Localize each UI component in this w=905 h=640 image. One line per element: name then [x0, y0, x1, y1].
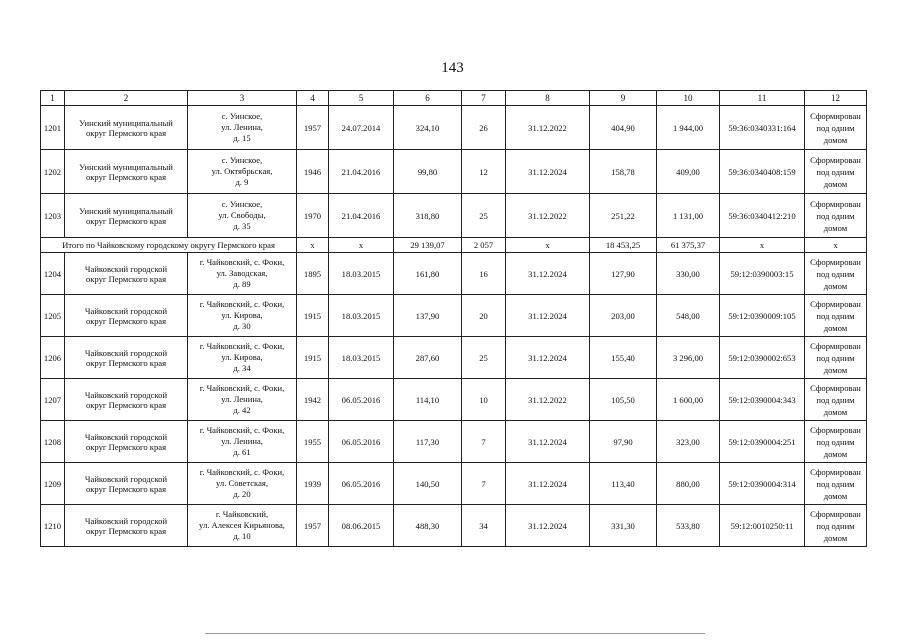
value-10: 533,80: [657, 505, 720, 547]
build-year: 1939: [297, 463, 329, 505]
cadastral-number: 59:12:0390003:15: [720, 253, 805, 295]
emergency-date: 24.07.2014: [329, 106, 394, 150]
land-status-line: под одним домом: [816, 268, 855, 291]
table-row: [41, 194, 867, 238]
relocation-deadline: 31.12.2024: [506, 505, 590, 547]
total-c6: 29 139,07: [394, 238, 462, 253]
table-row: [41, 337, 867, 379]
land-status-line: под одним домом: [816, 478, 855, 501]
relocation-deadline: 31.12.2024: [506, 463, 590, 505]
build-year: 1957: [297, 505, 329, 547]
column-number: 9: [590, 91, 657, 106]
area: 114,10: [394, 379, 462, 421]
address-line: д. 15: [233, 133, 251, 143]
address-line: д. 20: [233, 489, 251, 499]
emergency-date: 06.05.2016: [329, 421, 394, 463]
land-status-line: под одним домом: [816, 122, 855, 145]
land-status-line: Сформирован: [810, 340, 861, 351]
column-number: 2: [65, 91, 188, 106]
municipality: [65, 379, 188, 421]
municipality: [65, 150, 188, 194]
municipality-line: округ Пермского края: [85, 315, 167, 326]
land-status: [805, 295, 867, 337]
value-9: 105,50: [590, 379, 657, 421]
emergency-date: 06.05.2016: [329, 379, 394, 421]
residents: 7: [462, 463, 506, 505]
land-status: [805, 505, 867, 547]
total-row: [41, 238, 867, 253]
land-status-line: под одним домом: [816, 352, 855, 375]
column-number: 3: [188, 91, 297, 106]
row-number: 1204: [41, 253, 65, 295]
address-line: с. Уинское,: [221, 155, 263, 165]
table-row: [41, 379, 867, 421]
relocation-deadline: 31.12.2024: [506, 295, 590, 337]
cadastral-number: 59:12:0390004:314: [720, 463, 805, 505]
address-line: д. 61: [233, 447, 251, 457]
total-c11: x: [720, 238, 805, 253]
build-year: 1895: [297, 253, 329, 295]
address: [188, 337, 297, 379]
address-line: г. Чайковский, с. Фоки,: [199, 341, 285, 351]
land-status-line: под одним домом: [816, 210, 855, 233]
build-year: 1955: [297, 421, 329, 463]
emergency-date: 18.03.2015: [329, 253, 394, 295]
municipality-line: округ Пермского края: [85, 215, 167, 226]
relocation-deadline: 31.12.2024: [506, 253, 590, 295]
address-line: с. Уинское,: [221, 111, 263, 121]
column-number: 6: [394, 91, 462, 106]
address: [188, 194, 297, 238]
relocation-deadline: 31.12.2022: [506, 106, 590, 150]
address: [188, 295, 297, 337]
land-status-line: Сформирован: [810, 298, 861, 309]
address: [188, 463, 297, 505]
municipality: [65, 253, 188, 295]
municipality-line: Чайковский городской: [84, 431, 168, 442]
cadastral-number: 59:12:0010250:11: [720, 505, 805, 547]
municipality-line: округ Пермского края: [85, 483, 167, 494]
land-status: [805, 463, 867, 505]
land-status-line: Сформирован: [810, 256, 861, 267]
address-line: г. Чайковский, с. Фоки,: [199, 425, 285, 435]
municipality: [65, 463, 188, 505]
value-10: 1 944,00: [657, 106, 720, 150]
municipality-line: Чайковский городской: [84, 389, 168, 400]
land-status-line: Сформирован: [810, 110, 861, 121]
residents: 10: [462, 379, 506, 421]
address-line: ул. Алексея Кирьянова,: [199, 520, 285, 530]
value-10: 548,00: [657, 295, 720, 337]
address-line: д. 34: [233, 363, 251, 373]
area: 324,10: [394, 106, 462, 150]
value-9: 113,40: [590, 463, 657, 505]
value-9: 203,00: [590, 295, 657, 337]
build-year: 1970: [297, 194, 329, 238]
page-number: 143: [441, 60, 464, 76]
address-line: г. Чайковский, с. Фоки,: [199, 299, 285, 309]
area: 137,90: [394, 295, 462, 337]
municipality-line: Чайковский городской: [84, 515, 168, 526]
municipality-line: Чайковский городской: [84, 263, 168, 274]
row-number: 1206: [41, 337, 65, 379]
address-line: д. 9: [235, 177, 249, 187]
cadastral-number: 59:36:0340408:159: [720, 150, 805, 194]
relocation-deadline: 31.12.2024: [506, 150, 590, 194]
table-row: [41, 150, 867, 194]
value-10: 323,00: [657, 421, 720, 463]
land-status-line: под одним домом: [816, 310, 855, 333]
residents: 25: [462, 337, 506, 379]
cadastral-number: 59:12:0390004:251: [720, 421, 805, 463]
residents: 20: [462, 295, 506, 337]
column-number: 11: [720, 91, 805, 106]
land-status-line: Сформирован: [810, 154, 861, 165]
total-c8: x: [506, 238, 590, 253]
address-line: с. Уинское,: [221, 199, 263, 209]
address-line: ул. Свободы,: [218, 210, 266, 220]
table-row: [41, 106, 867, 150]
municipality-line: Чайковский городской: [84, 305, 168, 316]
area: 99,80: [394, 150, 462, 194]
value-9: 251,22: [590, 194, 657, 238]
municipality-line: Уинский муниципальный: [79, 205, 173, 216]
address-line: д. 89: [233, 279, 251, 289]
value-10: 1 131,00: [657, 194, 720, 238]
address: [188, 505, 297, 547]
municipality-line: округ Пермского края: [85, 441, 167, 452]
land-status-line: под одним домом: [816, 394, 855, 417]
area: 488,30: [394, 505, 462, 547]
municipality-line: Уинский муниципальный: [79, 117, 173, 128]
municipality-line: округ Пермского края: [85, 525, 167, 536]
land-status: [805, 253, 867, 295]
address: [188, 106, 297, 150]
row-number: 1207: [41, 379, 65, 421]
residents: 26: [462, 106, 506, 150]
value-9: 127,90: [590, 253, 657, 295]
emergency-date: 08.06.2015: [329, 505, 394, 547]
total-c12: x: [805, 238, 867, 253]
column-number: 10: [657, 91, 720, 106]
land-status-line: под одним домом: [816, 520, 855, 543]
residents: 16: [462, 253, 506, 295]
relocation-deadline: 31.12.2022: [506, 194, 590, 238]
area: 161,80: [394, 253, 462, 295]
row-number: 1205: [41, 295, 65, 337]
value-9: 331,30: [590, 505, 657, 547]
row-number: 1209: [41, 463, 65, 505]
cadastral-number: 59:36:0340331:164: [720, 106, 805, 150]
address: [188, 150, 297, 194]
emergency-date: 21.04.2016: [329, 194, 394, 238]
residents: 12: [462, 150, 506, 194]
row-number: 1208: [41, 421, 65, 463]
value-10: 409,00: [657, 150, 720, 194]
address-line: ул. Заводская,: [216, 268, 268, 278]
emergency-date: 18.03.2015: [329, 295, 394, 337]
build-year: 1915: [297, 295, 329, 337]
address-line: г. Чайковский, с. Фоки,: [199, 467, 285, 477]
land-status-line: Сформирован: [810, 424, 861, 435]
build-year: 1946: [297, 150, 329, 194]
emergency-date: 06.05.2016: [329, 463, 394, 505]
municipality-line: Чайковский городской: [84, 473, 168, 484]
value-10: 330,00: [657, 253, 720, 295]
cadastral-number: 59:12:0390004:343: [720, 379, 805, 421]
address-line: ул. Ленина,: [221, 394, 263, 404]
area: 318,80: [394, 194, 462, 238]
municipality-line: округ Пермского края: [85, 399, 167, 410]
municipality: [65, 505, 188, 547]
land-status-line: Сформирован: [810, 508, 861, 519]
address-line: д. 30: [233, 321, 251, 331]
address-line: г. Чайковский, с. Фоки,: [199, 383, 285, 393]
cadastral-number: 59:12:0390009:105: [720, 295, 805, 337]
column-number: 7: [462, 91, 506, 106]
address-line: ул. Кирова,: [221, 310, 263, 320]
build-year: 1942: [297, 379, 329, 421]
land-status: [805, 194, 867, 238]
area: 287,60: [394, 337, 462, 379]
municipality: [65, 337, 188, 379]
address: [188, 379, 297, 421]
municipality-line: округ Пермского края: [85, 127, 167, 138]
municipality-line: округ Пермского края: [85, 171, 167, 182]
land-status: [805, 337, 867, 379]
table-row: [41, 421, 867, 463]
land-status: [805, 106, 867, 150]
relocation-deadline: 31.12.2024: [506, 337, 590, 379]
column-number: 5: [329, 91, 394, 106]
value-9: 155,40: [590, 337, 657, 379]
column-number: 4: [297, 91, 329, 106]
cadastral-number: 59:12:0390002:653: [720, 337, 805, 379]
municipality-line: округ Пермского края: [85, 357, 167, 368]
value-10: 880,00: [657, 463, 720, 505]
value-9: 404,90: [590, 106, 657, 150]
table-row: [41, 463, 867, 505]
table-row: [41, 505, 867, 547]
address-line: ул. Ленина,: [221, 436, 263, 446]
total-c4: x: [297, 238, 329, 253]
municipality-line: округ Пермского края: [85, 273, 167, 284]
address-line: д. 10: [233, 531, 251, 541]
total-c5: x: [329, 238, 394, 253]
land-status: [805, 379, 867, 421]
address-line: д. 42: [233, 405, 251, 415]
cadastral-number: 59:36:0340412:210: [720, 194, 805, 238]
emergency-date: 18.03.2015: [329, 337, 394, 379]
municipality: [65, 106, 188, 150]
relocation-deadline: 31.12.2024: [506, 421, 590, 463]
municipality-line: Уинский муниципальный: [79, 161, 173, 172]
land-status: [805, 421, 867, 463]
build-year: 1957: [297, 106, 329, 150]
land-status: [805, 150, 867, 194]
municipality: [65, 194, 188, 238]
municipality: [65, 421, 188, 463]
build-year: 1915: [297, 337, 329, 379]
total-c9: 18 453,25: [590, 238, 657, 253]
housing-registry-table: [40, 90, 867, 547]
municipality: [65, 295, 188, 337]
address-line: г. Чайковский,: [215, 509, 269, 519]
address-line: ул. Ленина,: [221, 122, 263, 132]
address-line: ул. Советская,: [216, 478, 268, 488]
address-line: г. Чайковский, с. Фоки,: [199, 257, 285, 267]
emergency-date: 21.04.2016: [329, 150, 394, 194]
value-10: 3 296,00: [657, 337, 720, 379]
land-status-line: Сформирован: [810, 198, 861, 209]
table-row: [41, 295, 867, 337]
land-status-line: под одним домом: [816, 166, 855, 189]
total-label: Итого по Чайковскому городскому округу Пермского края: [41, 238, 297, 253]
residents: 7: [462, 421, 506, 463]
land-status-line: Сформирован: [810, 382, 861, 393]
column-number-row: [41, 91, 867, 106]
column-number: 12: [805, 91, 867, 106]
scan-edge-line: [205, 633, 705, 634]
row-number: 1210: [41, 505, 65, 547]
area: 140,50: [394, 463, 462, 505]
address-line: д. 35: [233, 221, 251, 231]
total-c7: 2 057: [462, 238, 506, 253]
residents: 34: [462, 505, 506, 547]
area: 117,30: [394, 421, 462, 463]
value-10: 1 600,00: [657, 379, 720, 421]
table-row: [41, 253, 867, 295]
address: [188, 253, 297, 295]
municipality-line: Чайковский городской: [84, 347, 168, 358]
column-number: 1: [41, 91, 65, 106]
row-number: 1201: [41, 106, 65, 150]
address-line: ул. Кирова,: [221, 352, 263, 362]
residents: 25: [462, 194, 506, 238]
row-number: 1203: [41, 194, 65, 238]
total-c10: 61 375,37: [657, 238, 720, 253]
address: [188, 421, 297, 463]
land-status-line: под одним домом: [816, 436, 855, 459]
value-9: 158,78: [590, 150, 657, 194]
relocation-deadline: 31.12.2022: [506, 379, 590, 421]
row-number: 1202: [41, 150, 65, 194]
land-status-line: Сформирован: [810, 466, 861, 477]
value-9: 97,90: [590, 421, 657, 463]
address-line: ул. Октябрьская,: [211, 166, 273, 176]
column-number: 8: [506, 91, 590, 106]
